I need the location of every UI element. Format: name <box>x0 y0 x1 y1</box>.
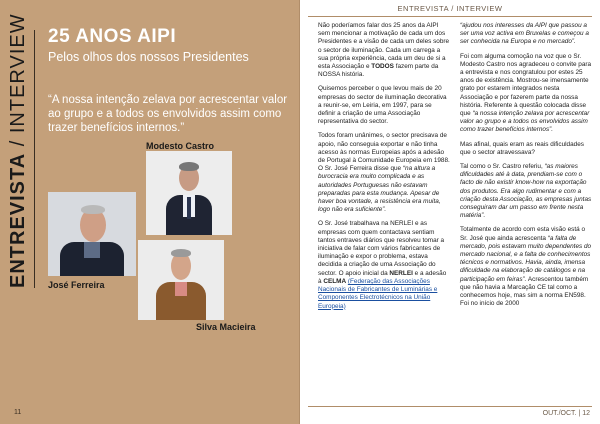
paragraph: Não poderíamos falar dos 25 anos da AIPI sem mencionar a motivação de cada um dos Presidentes e a visão de cada um deles sobre o sector de iluminação. Cada um carrega a sua própria experiência, cada um deu de si a esta Associação e TODOS fazem parte da NOSSA história. <box>318 22 450 79</box>
section-label-bold: ENTREVISTA <box>7 152 29 288</box>
header-rule <box>308 16 592 17</box>
paragraph: Todos foram unânimes, o sector precisava de apoio, não conseguia exportar e não tinha acesso às normas Europeias após a adesão de Portugal à Comunidade Europeia em 1988. O Sr. José Ferreira disse que “na altura a burocracia era muito complicada e as autoridades Portuguesas não estavam preparadas para esta mudança. Apesar de haver boa vontade, a resistência era muita, logo não era suficiente”. <box>318 132 450 214</box>
footer-rule <box>308 406 592 407</box>
text-column-2 <box>460 22 592 315</box>
celma-link[interactable]: (Federação das Associações Nacionais de Fabricantes de Luminárias e Componentes Electrotécnicos na União Europeia) <box>318 277 438 310</box>
section-label-vertical <box>2 13 30 288</box>
paragraph: Quisemos perceber o que levou mais de 20 empresas do sector de iluminação decorativa a reunir-se, em Leiria, em 1997, para se definir a criação de uma Associação representativa do sector. <box>318 85 447 126</box>
page-number-right: OUT./OCT. | 12 <box>542 410 590 417</box>
caption-silva-macieira: Silva Macieira <box>196 322 256 332</box>
paragraph: Mas afinal, quais eram as reais dificuldades que o sector atravessava? <box>460 140 584 156</box>
text-column-1 <box>318 22 450 317</box>
paragraph: “ajudou nos interesses da AIPI que passou a ser uma voz activa em Bruxelas e começou a ser conhecida na Europa e no mercado”. <box>460 22 589 46</box>
photo-jose-ferreira <box>48 192 136 276</box>
caption-jose-ferreira: José Ferreira <box>48 280 105 290</box>
photo-modesto-castro <box>146 151 232 235</box>
photo-silva-macieira <box>138 240 224 320</box>
running-header: ENTREVISTA / INTERVIEW <box>397 4 503 13</box>
right-page <box>300 0 600 424</box>
caption-modesto-castro: Modesto Castro <box>146 141 215 151</box>
paragraph: Totalmente de acordo com esta visão está o Sr. José que ainda acrescenta “a falta de mercado, pois estavam muito dependentes do mercado nacional, e a falta de conhecimentos técnicos e normativos. Havia, ainda, imensa dificuldade na elaboração de catálogos e na participação em feiras”. Acrescentou também que não havia a Marcação CE tal como a conhecemos hoje, mas sim a norma EN598. Foi no início de 2000 <box>460 226 592 308</box>
page-title: 25 ANOS AIPI <box>48 26 177 47</box>
page-number-left: 11 <box>14 409 22 416</box>
paragraph: Tal como o Sr. Castro referiu, “as maiores dificuldades até à data, prendiam-se com o facto de não existir know-how na exportação dos produtos. Era algo rudimentar e com a criação desta Associação, as empresas juntas conseguiram dar um passo em frente nesta matéria”. <box>460 163 592 220</box>
page-subtitle: Pelos olhos dos nossos Presidentes <box>48 50 249 64</box>
paragraph: O Sr. José trabalhava na NERLEI e as empresas com quem contactava sentiam tantos entraves diários que resolveu tomar a iniciativa de falar com vários fabricantes de iluminação e expor o problema, estava decidida a criação de uma Associação do sector. O apoio inicial da NERLEI e a adesão à CELMA (Federação das Associações Nacionais de Fabricantes de Luminárias e Componentes Electrotécnicos na União Europeia) <box>318 220 447 310</box>
section-label-light: INTERVIEW <box>7 13 29 134</box>
vertical-divider <box>34 30 35 288</box>
section-label-separator: / <box>7 133 29 153</box>
paragraph: Foi com alguma comoção na voz que o Sr. Modesto Castro nos agradeceu o convite para a entrevista e nos congratulou por estes 25 anos de existência. Mostrou-se imensamente grato por estarem integrados nesta Associação e por fazerem parte da nossa história. Referente à questão colocada disse que “a nossa intenção zelava por acrescentar valor ao grupo e a todos os envolvidos assim como trazer benefícios internos”. <box>460 52 592 134</box>
pull-quote: “A nossa intenção zelava por acrescentar valor ao grupo e a todos os envolvidos assim como trazer benefícios internos.” <box>48 94 288 134</box>
